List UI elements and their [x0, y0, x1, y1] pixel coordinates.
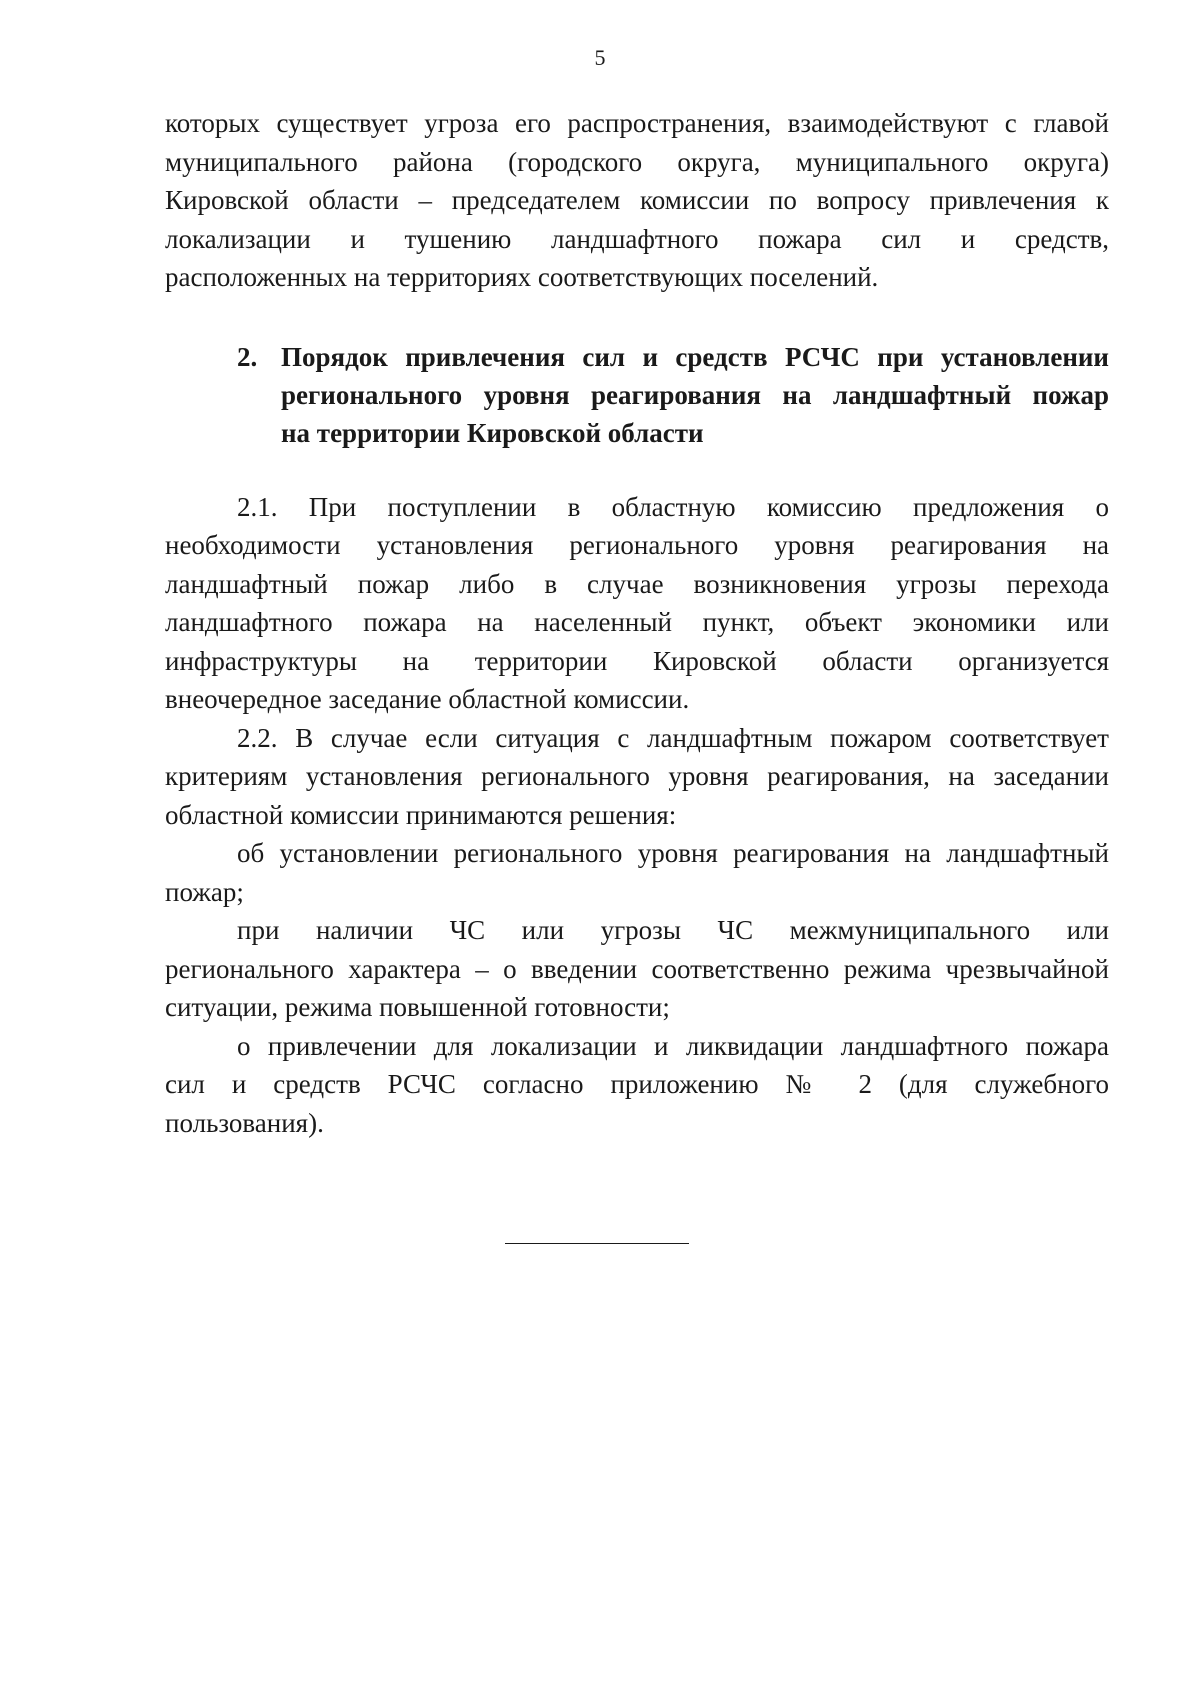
end-of-document-rule: [505, 1243, 689, 1244]
section-heading-line: регионального уровня реагирования на ландшафтный пожар: [281, 379, 1109, 410]
decision-line: при наличии ЧС или угрозы ЧС межмуниципального или: [237, 915, 1109, 945]
intro-paragraph: [165, 104, 1109, 297]
section-number: 2.: [237, 341, 258, 372]
clause-line: инфраструктуры на территории Кировской области организуется: [165, 645, 1109, 676]
intro-line: локализации и тушению ландшафтного пожара сил и средств,: [165, 223, 1109, 254]
clause-2-2: [165, 719, 1109, 835]
intro-line: которых существует угроза его распространения, взаимодействуют с главой: [165, 108, 1109, 138]
clause-2-1: [165, 488, 1109, 719]
decision-line: ситуации, режима повышенной готовности;: [165, 992, 670, 1022]
decision-line: о привлечении для локализации и ликвидации ландшафтного пожара: [237, 1030, 1109, 1061]
decision-line: регионального характера – о введении соответственно режима чрезвычайной: [165, 953, 1109, 984]
intro-line: муниципального района (городского округа, муниципального округа): [165, 146, 1109, 177]
clause-line: внеочередное заседание областной комиссии.: [165, 684, 690, 714]
clause-line: ландшафтный пожар либо в случае возникновения угрозы перехода: [165, 568, 1109, 599]
section-heading: [165, 338, 1109, 452]
intro-line: Кировской области – председателем комиссии по вопросу привлечения к: [165, 185, 1109, 215]
clause-line: 2.1. При поступлении в областную комиссию предложения о: [237, 491, 1109, 522]
decision-line: сил и средств РСЧС согласно приложению № 2 (для служебного: [165, 1069, 1109, 1099]
section-heading-line: на территории Кировской области: [281, 417, 704, 448]
clause-line: 2.2. В случае если ситуация с ландшафтным пожаром соответствует: [237, 722, 1109, 753]
intro-line: расположенных на территориях соответствующих поселений.: [165, 262, 879, 292]
page-number: 5: [594, 45, 606, 70]
clause-line: областной комиссии принимаются решения:: [165, 799, 677, 830]
clause-line: ландшафтного пожара на населенный пункт, объект экономики или: [165, 607, 1109, 637]
clause-line: необходимости установления регионального уровня реагирования на: [165, 530, 1109, 560]
decision-item: [165, 1027, 1109, 1143]
decision-line: пользования).: [165, 1107, 324, 1138]
decision-line: об установлении регионального уровня реагирования на ландшафтный: [237, 838, 1109, 868]
decision-item: [165, 834, 1109, 911]
document-body: [165, 104, 1109, 1142]
decision-line: пожар;: [165, 876, 244, 907]
decision-item: [165, 911, 1109, 1027]
clause-line: критериям установления регионального уровня реагирования, на заседании: [165, 761, 1109, 791]
section-heading-line: Порядок привлечения сил и средств РСЧС при установлении: [281, 341, 1109, 372]
